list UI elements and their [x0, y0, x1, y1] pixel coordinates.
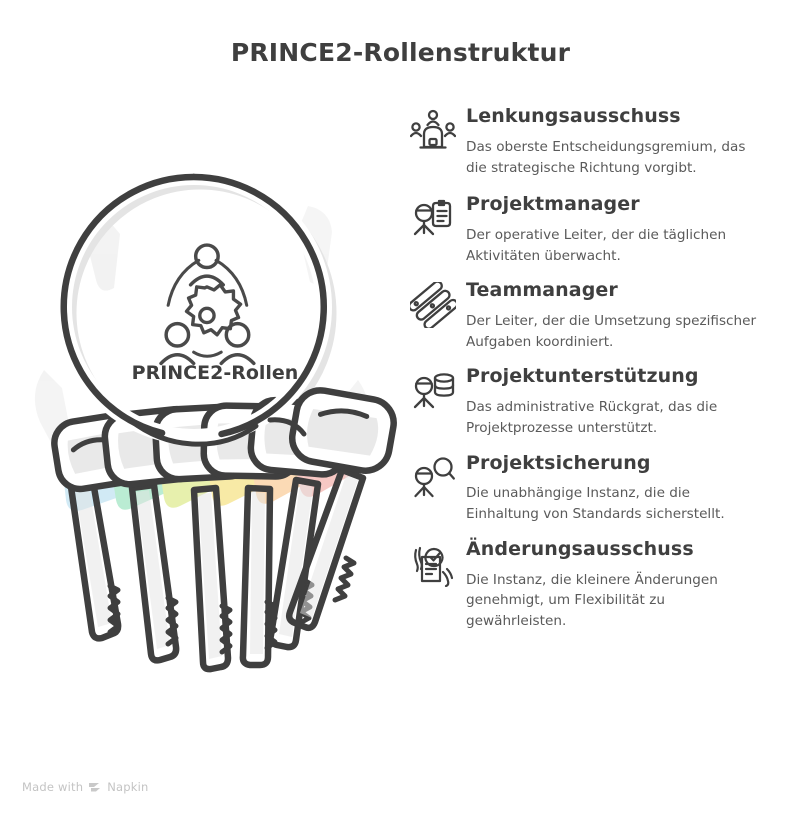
- roles-list: [406, 106, 786, 646]
- role-title: Lenkungsausschuss: [466, 105, 681, 127]
- key-blades: [70, 470, 363, 669]
- steering-committee-icon: [410, 108, 456, 154]
- role-title: Projektmanager: [466, 193, 640, 216]
- role-item-teammanager: [406, 280, 786, 352]
- footer-brand: Napkin: [107, 780, 149, 794]
- role-description: Die unabhängige Instanz, die die Einhaltung von Standards sicherstellt.: [466, 485, 725, 523]
- stacked-bars-icon: [410, 282, 456, 328]
- person-clipboard-icon: [410, 196, 456, 242]
- person-magnifier-icon: [410, 455, 456, 501]
- napkin-logo-icon: [88, 781, 102, 794]
- document-check-hand-icon: [410, 541, 456, 587]
- footer-watermark: [22, 780, 149, 794]
- role-item-projektmanager: [406, 194, 786, 266]
- role-description: Der Leiter, der die Umsetzung spezifischer Aufgaben koordiniert.: [466, 313, 757, 350]
- role-item-projektunterstuetzung: [406, 366, 786, 438]
- role-title: Änderungsausschuss: [466, 537, 694, 560]
- role-title: Teammanager: [466, 279, 618, 302]
- role-description: Der operative Leiter, der die täglichen Aktivitäten überwacht.: [466, 227, 727, 264]
- keyring-loop: [64, 177, 324, 444]
- role-description: Das oberste Entscheidungsgremium, das die strategische Richtung vorgibt.: [466, 138, 746, 176]
- team-gear-icon: [161, 245, 254, 363]
- role-description: Die Instanz, die kleinere Änderungen genehmigt, um Flexibilität zu gewährleisten.: [466, 571, 718, 629]
- page-title: PRINCE2-Rollenstruktur: [230, 38, 571, 67]
- keyring-illustration: [8, 170, 408, 680]
- role-title: Projektsicherung: [466, 451, 651, 474]
- illustration-center-label: PRINCE2-Rollen: [131, 362, 299, 384]
- role-item-lenkungsausschuss: [406, 106, 786, 178]
- footer-prefix: Made with: [22, 780, 84, 794]
- person-database-icon: [410, 368, 456, 414]
- role-item-aenderungsausschuss: [406, 539, 786, 632]
- role-item-projektsicherung: [406, 453, 786, 525]
- role-title: Projektunterstützung: [466, 365, 699, 388]
- role-description: Das administrative Rückgrat, das die Projektprozesse unterstützt.: [466, 399, 718, 436]
